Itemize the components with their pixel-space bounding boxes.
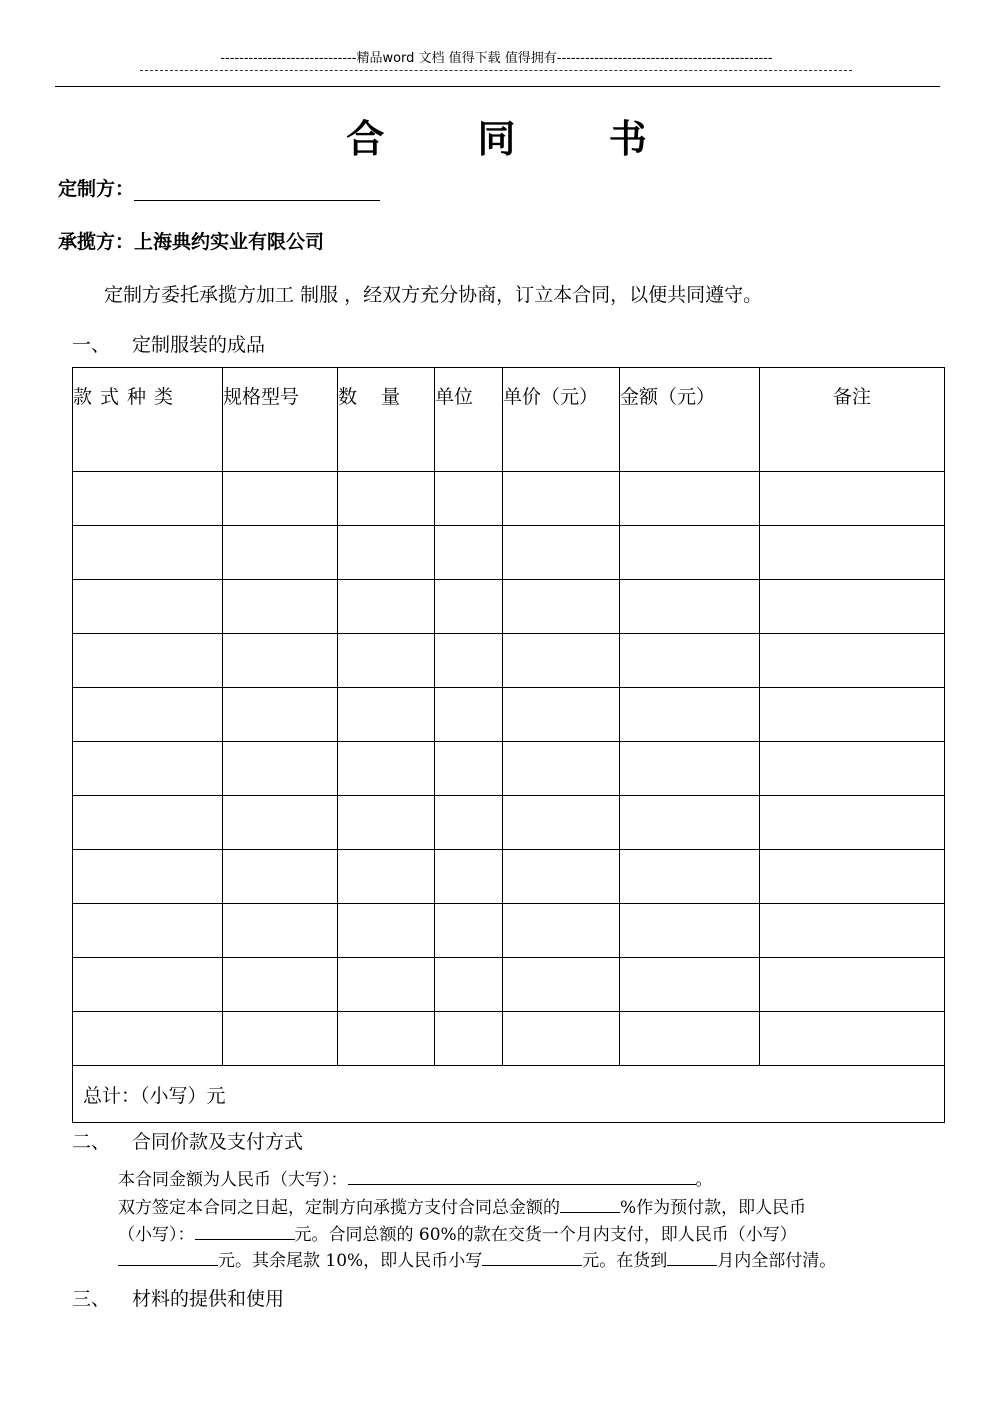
- table-cell[interactable]: [503, 850, 620, 904]
- payment-text: 元。其余尾款 10%，即人民币小写: [218, 1251, 483, 1271]
- title-char-1: 合: [346, 117, 385, 161]
- table-cell[interactable]: [223, 634, 338, 688]
- table-cell[interactable]: [503, 904, 620, 958]
- table-cell[interactable]: [435, 634, 503, 688]
- table-cell[interactable]: [223, 688, 338, 742]
- header-rule: [55, 86, 940, 87]
- table-cell[interactable]: [73, 634, 223, 688]
- table-cell[interactable]: [760, 472, 945, 526]
- section-2-number: 二、: [72, 1131, 111, 1153]
- page-title: [0, 108, 993, 163]
- section-3-number: 三、: [72, 1288, 111, 1310]
- table-cell[interactable]: [338, 850, 435, 904]
- table-cell[interactable]: [620, 958, 760, 1012]
- section-1-number: 一、: [72, 334, 111, 356]
- table-cell[interactable]: [223, 904, 338, 958]
- payment-text: 月内全部付清。: [717, 1251, 837, 1271]
- payment-text: （小写）：: [118, 1225, 195, 1245]
- table-body: [73, 472, 945, 1066]
- table-cell[interactable]: [620, 850, 760, 904]
- table-cell[interactable]: [338, 580, 435, 634]
- table-cell[interactable]: [73, 958, 223, 1012]
- table-cell[interactable]: [435, 472, 503, 526]
- document-header-watermark: -----------------------------精品word 文档 值得下载 值得拥有----------------------------------------------: [220, 51, 773, 66]
- table-cell[interactable]: [338, 958, 435, 1012]
- title-char-3: 书: [608, 117, 647, 161]
- table-cell[interactable]: [73, 904, 223, 958]
- title-char-2: 同: [477, 117, 516, 161]
- table-cell[interactable]: [435, 742, 503, 796]
- contractor-party: [58, 227, 324, 254]
- table-cell[interactable]: [338, 742, 435, 796]
- table-cell[interactable]: [760, 580, 945, 634]
- product-table: [72, 367, 945, 1123]
- table-cell[interactable]: [435, 526, 503, 580]
- intro-paragraph: 定制方委托承揽方加工 制服 ，经双方充分协商，订立本合同，以便共同遵守。: [104, 284, 763, 306]
- table-cell[interactable]: [338, 796, 435, 850]
- table-cell[interactable]: [503, 958, 620, 1012]
- section-3-heading: [72, 1284, 284, 1311]
- table-cell[interactable]: [435, 580, 503, 634]
- contractor-name: 上海典约实业有限公司: [134, 231, 325, 253]
- final-payment-field[interactable]: [482, 1249, 582, 1266]
- prepayment-percent-field[interactable]: [560, 1196, 620, 1213]
- payment-text: 元。合同总额的 60%的款在交货一个月内支付，即人民币（小写）: [294, 1225, 797, 1245]
- header-spec: 规格型号: [223, 368, 338, 472]
- table-cell[interactable]: [760, 958, 945, 1012]
- table-cell[interactable]: [223, 742, 338, 796]
- customer-label: 定制方：: [58, 178, 135, 200]
- table-cell[interactable]: [73, 472, 223, 526]
- table-cell[interactable]: [223, 580, 338, 634]
- table-cell[interactable]: [620, 472, 760, 526]
- table-row: [73, 688, 945, 742]
- table-cell[interactable]: [73, 526, 223, 580]
- table-row: [73, 1012, 945, 1066]
- table-cell[interactable]: [435, 850, 503, 904]
- payment-text: 本合同金额为人民币（大写）：: [118, 1170, 348, 1190]
- table-cell[interactable]: [503, 526, 620, 580]
- table-cell[interactable]: [338, 904, 435, 958]
- amount-in-words-field[interactable]: [348, 1168, 696, 1185]
- table-cell[interactable]: [223, 1012, 338, 1066]
- table-cell[interactable]: [435, 688, 503, 742]
- table-cell[interactable]: [73, 688, 223, 742]
- table-row: [73, 634, 945, 688]
- table-row: [73, 580, 945, 634]
- table-cell[interactable]: [73, 796, 223, 850]
- customer-name-field[interactable]: [134, 182, 380, 201]
- table-cell[interactable]: [223, 958, 338, 1012]
- header-dashed-line: [140, 70, 852, 71]
- customer-party: [58, 174, 380, 201]
- payment-line-4: [118, 1246, 836, 1271]
- payment-text: %作为预付款，即人民币: [620, 1198, 807, 1218]
- table-cell[interactable]: [503, 472, 620, 526]
- table-cell[interactable]: [620, 742, 760, 796]
- section-3-title: 材料的提供和使用: [132, 1288, 285, 1310]
- header-amount: 金额（元）: [620, 368, 760, 472]
- table-cell[interactable]: [338, 1012, 435, 1066]
- section-2-title: 合同价款及支付方式: [132, 1131, 304, 1153]
- payment-line-1: [118, 1165, 713, 1190]
- payment-text: 双方签定本合同之日起，定制方向承揽方支付合同总金额的: [118, 1198, 560, 1218]
- section-1-title: 定制服装的成品: [132, 334, 266, 356]
- table-row: [73, 526, 945, 580]
- payment-line-2: [118, 1193, 806, 1218]
- table-cell[interactable]: [760, 796, 945, 850]
- header-unit: 单位: [435, 368, 503, 472]
- table-cell[interactable]: [338, 634, 435, 688]
- table-cell[interactable]: [73, 580, 223, 634]
- total-cell[interactable]: 总计：（小写）元: [73, 1066, 945, 1123]
- table-row: [73, 958, 945, 1012]
- table-cell[interactable]: [503, 796, 620, 850]
- table-cell[interactable]: [503, 634, 620, 688]
- section-1-heading: [72, 330, 265, 357]
- table-row: [73, 742, 945, 796]
- table-cell[interactable]: [338, 688, 435, 742]
- table-cell[interactable]: [223, 526, 338, 580]
- table-cell[interactable]: [73, 742, 223, 796]
- table-cell[interactable]: [503, 688, 620, 742]
- table-cell[interactable]: [223, 850, 338, 904]
- table-cell[interactable]: [435, 904, 503, 958]
- table-cell[interactable]: [223, 472, 338, 526]
- section-2-heading: [72, 1127, 303, 1154]
- table-header-row: [73, 368, 945, 472]
- table-cell[interactable]: [435, 1012, 503, 1066]
- payment-text: 元。在货到: [582, 1251, 668, 1271]
- header-unit-price: 单价（元）: [503, 368, 620, 472]
- contractor-label: 承揽方：: [58, 231, 135, 253]
- payment-text: 。: [695, 1170, 713, 1190]
- table-cell[interactable]: [503, 742, 620, 796]
- table-row: [73, 904, 945, 958]
- table-cell[interactable]: [338, 472, 435, 526]
- table-cell[interactable]: [620, 1012, 760, 1066]
- table-cell[interactable]: [620, 688, 760, 742]
- table-cell[interactable]: [503, 1012, 620, 1066]
- delivery-payment-field[interactable]: [118, 1249, 218, 1266]
- table-cell[interactable]: [73, 1012, 223, 1066]
- table-cell[interactable]: [620, 634, 760, 688]
- table-cell[interactable]: [620, 580, 760, 634]
- table-cell[interactable]: [760, 634, 945, 688]
- months-field[interactable]: [667, 1249, 717, 1266]
- header-style: 款式种类: [73, 368, 223, 472]
- table-cell[interactable]: [435, 958, 503, 1012]
- table-row: [73, 796, 945, 850]
- payment-line-3: [118, 1220, 797, 1245]
- prepayment-amount-field[interactable]: [195, 1223, 295, 1240]
- table-cell[interactable]: [760, 1012, 945, 1066]
- table-cell[interactable]: [503, 580, 620, 634]
- table-cell[interactable]: [338, 526, 435, 580]
- table-row: [73, 472, 945, 526]
- table-cell[interactable]: [760, 742, 945, 796]
- table-cell[interactable]: [760, 688, 945, 742]
- table-cell[interactable]: [760, 904, 945, 958]
- table-cell[interactable]: [223, 796, 338, 850]
- table-cell[interactable]: [435, 796, 503, 850]
- table-cell[interactable]: [620, 526, 760, 580]
- table-cell[interactable]: [760, 850, 945, 904]
- table-cell[interactable]: [620, 796, 760, 850]
- table-cell[interactable]: [620, 904, 760, 958]
- table-cell[interactable]: [760, 526, 945, 580]
- header-note: 备注: [760, 368, 945, 472]
- table-total-row: [73, 1066, 945, 1123]
- header-quantity: 数 量: [338, 368, 435, 472]
- table-row: [73, 850, 945, 904]
- table-cell[interactable]: [73, 850, 223, 904]
